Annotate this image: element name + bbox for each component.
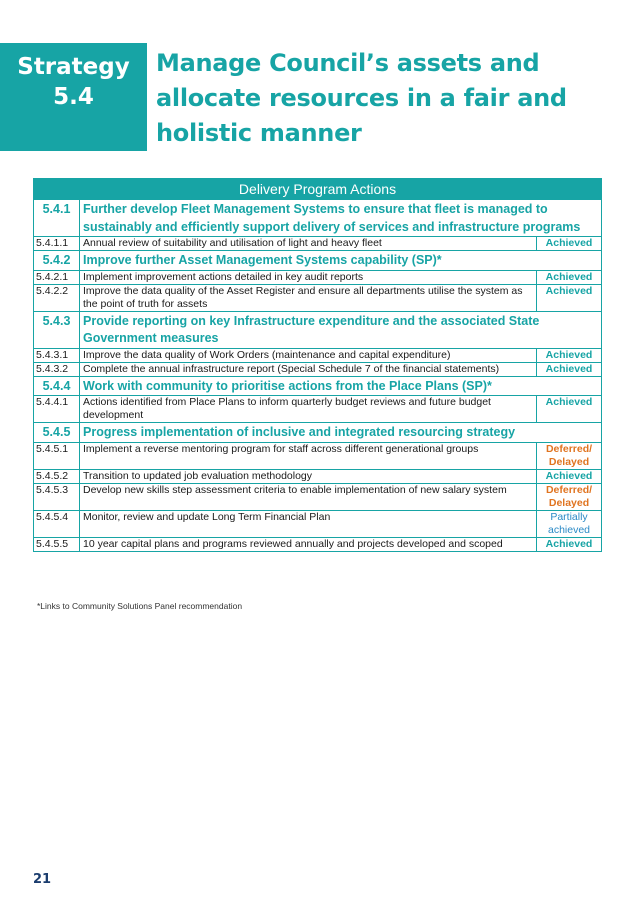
action-text: Improve the data quality of Work Orders (maintenance and capital expenditure) bbox=[80, 348, 537, 362]
action-row bbox=[34, 510, 602, 537]
action-number: 5.4.2.1 bbox=[34, 270, 80, 284]
action-status: Achieved bbox=[537, 270, 602, 284]
section-number: 5.4.3 bbox=[34, 311, 80, 348]
action-text: 10 year capital plans and programs reviewed annually and projects developed and scoped bbox=[80, 537, 537, 551]
page-title: Manage Council’s assets and allocate resources in a fair and holistic manner bbox=[156, 49, 567, 147]
action-status: Deferred/ Delayed bbox=[537, 483, 602, 510]
action-row bbox=[34, 348, 602, 362]
table-header: Delivery Program Actions bbox=[34, 179, 602, 200]
action-status: Achieved bbox=[537, 348, 602, 362]
action-status: Achieved bbox=[537, 237, 602, 251]
action-text: Implement improvement actions detailed in key audit reports bbox=[80, 270, 537, 284]
section-title: Provide reporting on key Infrastructure expenditure and the associated State Government measures bbox=[80, 311, 602, 348]
action-number: 5.4.2.2 bbox=[34, 284, 80, 311]
action-number: 5.4.5.2 bbox=[34, 469, 80, 483]
action-text: Develop new skills step assessment criteria to enable implementation of new salary system bbox=[80, 483, 537, 510]
section-row bbox=[34, 376, 602, 396]
action-status: Achieved bbox=[537, 284, 602, 311]
action-number: 5.4.3.1 bbox=[34, 348, 80, 362]
section-row bbox=[34, 200, 602, 237]
section-row bbox=[34, 423, 602, 443]
page-number: 21 bbox=[33, 872, 52, 887]
action-status: Achieved bbox=[537, 537, 602, 551]
action-status: Achieved bbox=[537, 469, 602, 483]
action-status: Deferred/ Delayed bbox=[537, 442, 602, 469]
strategy-label: Strategy bbox=[17, 54, 130, 80]
action-number: 5.4.5.1 bbox=[34, 442, 80, 469]
action-text: Implement a reverse mentoring program for staff across different generational groups bbox=[80, 442, 537, 469]
section-title: Work with community to prioritise actions from the Place Plans (SP)* bbox=[80, 376, 602, 396]
action-text: Improve the data quality of the Asset Register and ensure all departments utilise the system as the point of truth for assets bbox=[80, 284, 537, 311]
strategy-badge bbox=[0, 43, 147, 151]
section-number: 5.4.4 bbox=[34, 376, 80, 396]
footnote: *Links to Community Solutions Panel recommendation bbox=[37, 601, 243, 611]
strategy-number: 5.4 bbox=[53, 84, 94, 110]
section-title: Improve further Asset Management Systems capability (SP)* bbox=[80, 251, 602, 271]
section-title: Further develop Fleet Management Systems to ensure that fleet is managed to sustainably and efficiently support delivery of services and infrastructure programs bbox=[80, 200, 602, 237]
action-status: Partially achieved bbox=[537, 510, 602, 537]
section-number: 5.4.2 bbox=[34, 251, 80, 271]
action-status: Achieved bbox=[537, 362, 602, 376]
action-row bbox=[34, 284, 602, 311]
action-row bbox=[34, 396, 602, 423]
action-text: Complete the annual infrastructure report (Special Schedule 7 of the financial statements) bbox=[80, 362, 537, 376]
action-row bbox=[34, 537, 602, 551]
action-number: 5.4.5.3 bbox=[34, 483, 80, 510]
action-number: 5.4.5.4 bbox=[34, 510, 80, 537]
section-title: Progress implementation of inclusive and integrated resourcing strategy bbox=[80, 423, 602, 443]
table-header-row bbox=[34, 179, 602, 200]
action-number: 5.4.1.1 bbox=[34, 237, 80, 251]
action-text: Monitor, review and update Long Term Financial Plan bbox=[80, 510, 537, 537]
action-text: Transition to updated job evaluation methodology bbox=[80, 469, 537, 483]
action-row bbox=[34, 442, 602, 469]
action-number: 5.4.4.1 bbox=[34, 396, 80, 423]
action-row bbox=[34, 483, 602, 510]
action-text: Annual review of suitability and utilisation of light and heavy fleet bbox=[80, 237, 537, 251]
action-number: 5.4.5.5 bbox=[34, 537, 80, 551]
delivery-program-table bbox=[33, 178, 602, 552]
action-row bbox=[34, 270, 602, 284]
action-status: Achieved bbox=[537, 396, 602, 423]
action-row bbox=[34, 469, 602, 483]
section-row bbox=[34, 251, 602, 271]
action-text: Actions identified from Place Plans to inform quarterly budget reviews and future budget development bbox=[80, 396, 537, 423]
section-row bbox=[34, 311, 602, 348]
section-number: 5.4.1 bbox=[34, 200, 80, 237]
action-number: 5.4.3.2 bbox=[34, 362, 80, 376]
section-number: 5.4.5 bbox=[34, 423, 80, 443]
action-row bbox=[34, 362, 602, 376]
action-row bbox=[34, 237, 602, 251]
